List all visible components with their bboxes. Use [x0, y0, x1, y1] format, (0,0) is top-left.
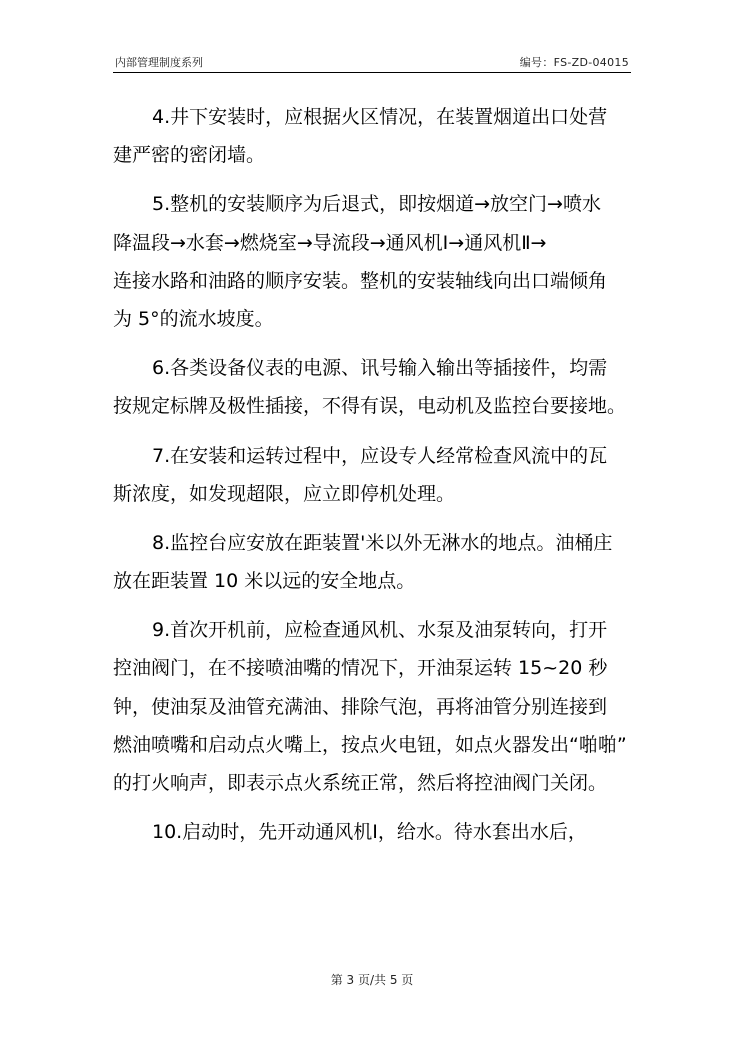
text-line: 为 5°的流水坡度。	[113, 307, 274, 330]
document-body	[113, 98, 631, 851]
text-line: 9.首次开机前，应检查通风机、水泵及油泵转向，打开	[152, 619, 608, 642]
paragraph	[113, 185, 631, 338]
text-line: 斯浓度，如发现超限，应立即停机处理。	[113, 482, 456, 505]
text-line: 燃油喷嘴和启动点火嘴上，按点火电钮，如点火器发出“啪啪”	[113, 733, 627, 756]
text-line: 降温段→水套→燃烧室→导流段→通风机Ⅰ→通风机Ⅱ→	[113, 231, 547, 254]
page-header	[113, 54, 631, 72]
paragraph	[113, 611, 631, 802]
header-document-number: 编号：FS-ZD-04015	[519, 56, 629, 69]
text-line: 钟，使油泵及油管充满油、排除气泡，再将油管分别连接到	[113, 695, 608, 718]
paragraph	[113, 437, 631, 513]
text-line: 5.整机的安装顺序为后退式，即按烟道→放空门→喷水	[152, 193, 601, 216]
page-number-footer: 第 3 页/共 5 页	[330, 973, 414, 987]
text-line: 6.各类设备仪表的电源、讯号输入输出等插接件，均需	[152, 357, 608, 380]
header-divider	[113, 72, 631, 73]
text-line: 4.井下安装时，应根据火区情况，在装置烟道出口处营	[152, 106, 608, 128]
text-line: 7.在安装和运转过程中，应设专人经常检查风流中的瓦	[152, 444, 608, 467]
paragraph	[113, 98, 631, 174]
header-series-title: 内部管理制度系列	[115, 56, 203, 69]
paragraph	[113, 349, 631, 425]
text-line: 的打火响声，即表示点火系统正常，然后将控油阀门关闭。	[113, 772, 608, 794]
text-line: 连接水路和油路的顺序安装。整机的安装轴线向出口端倾角	[113, 269, 608, 292]
text-line: 按规定标牌及极性插接，不得有误，电动机及监控台要接地。	[113, 395, 627, 418]
paragraph	[113, 524, 631, 600]
text-line: 8.监控台应安放在距装置'米以外无淋水的地点。油桶庄	[152, 531, 613, 554]
text-line: 放在距装置 10 米以远的安全地点。	[113, 570, 416, 593]
text-line: 建严密的密闭墙。	[113, 144, 266, 167]
text-line: 控油阀门，在不接喷油嘴的情况下，开油泵运转 15~20 秒	[113, 657, 608, 680]
text-line: 10.启动时，先开动通风机Ⅰ，给水。待水套出水后，	[152, 821, 587, 844]
paragraph	[113, 813, 631, 851]
